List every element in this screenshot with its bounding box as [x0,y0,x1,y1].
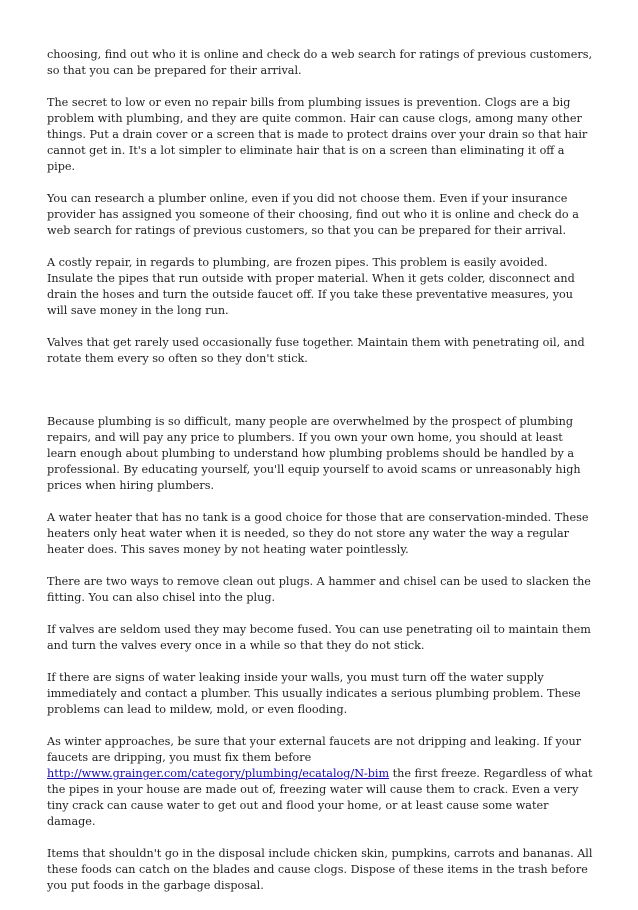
paragraph-plumbing-difficult: Because plumbing is so difficult, many people are overwhelmed by the prospect of plumbing repairs, and will pay any price to plumbers. If you own your own home, you should at least learn enough about plumbing to understand how plumbing problems should be handled by a professional. By educating yourself, you'll equip yourself to avoid scams or unreasonably high prices when hiring plumbers. [47,415,581,492]
paragraph-winter [47,734,593,830]
paragraph-choosing: choosing, find out who it is online and check do a web search for ratings of previous customers, so that you can be prepared for their arrival. [47,48,593,77]
paragraph-research-plumber: You can research a plumber online, even if you did not choose them. Even if your insurance provider has assigned you someone of their choosing, find out who it is online and check do a web search for ratings of previous customers, so that you can be prepared for their arrival. [47,192,579,237]
paragraph-prevention: The secret to low or even no repair bills from plumbing issues is prevention. Clogs are a big problem with plumbing, and they are quite common. Hair can cause clogs, among many other things. Put a drain cover or a screen that is made to protect drains over your drain so that hair cannot get in. It's a lot simpler to eliminate hair that is on a screen than eliminating it off a pipe. [47,96,588,173]
paragraph-clean-out-plugs: There are two ways to remove clean out plugs. A hammer and chisel can be used to slacken the fitting. You can also chisel into the plug. [47,575,591,604]
paragraph-tankless-heater: A water heater that has no tank is a good choice for those that are conservation-minded. These heaters only heat water when it is needed, so they do not store any water the way a regular heater does. This saves money by not heating water pointlessly. [47,511,589,556]
winter-text-after: the first freeze. Regardless of what the pipes in your house are made out of, freezing water will cause them to crack. Even a very tiny crack can cause water to get out and flood your home, or at least cause some water damage. [47,767,593,828]
section-gap [47,383,593,414]
paragraph-water-leaking: If there are signs of water leaking inside your walls, you must turn off the water supply immediately and contact a plumber. This usually indicates a serious plumbing problem. These problems can lead to mildew, mold, or even flooding. [47,671,581,716]
paragraph-valves-fuse: Valves that get rarely used occasionally fuse together. Maintain them with penetrating oil, and rotate them every so often so they don't stick. [47,336,585,365]
paragraph-frozen-pipes: A costly repair, in regards to plumbing, are frozen pipes. This problem is easily avoided. Insulate the pipes that run outside with proper material. When it gets colder, disconnect and drain the hoses and turn the outside faucet off. If you take these preventative measures, you will save money in the long run. [47,256,575,317]
winter-text-before: As winter approaches, be sure that your external faucets are not dripping and leaking. If your faucets are dripping, you must fix them before [47,735,582,764]
paragraph-disposal: Items that shouldn't go in the disposal include chicken skin, pumpkins, carrots and bananas. All these foods can catch on the blades and cause clogs. Dispose of these items in the trash before you put foods in the garbage disposal. [47,847,593,892]
paragraph-seldom-valves: If valves are seldom used they may become fused. You can use penetrating oil to maintain them and turn the valves every once in a while so that they do not stick. [47,623,591,652]
grainger-link[interactable]: http://www.grainger.com/category/plumbing/ecatalog/N-bim [47,767,390,780]
document-page [47,47,593,910]
